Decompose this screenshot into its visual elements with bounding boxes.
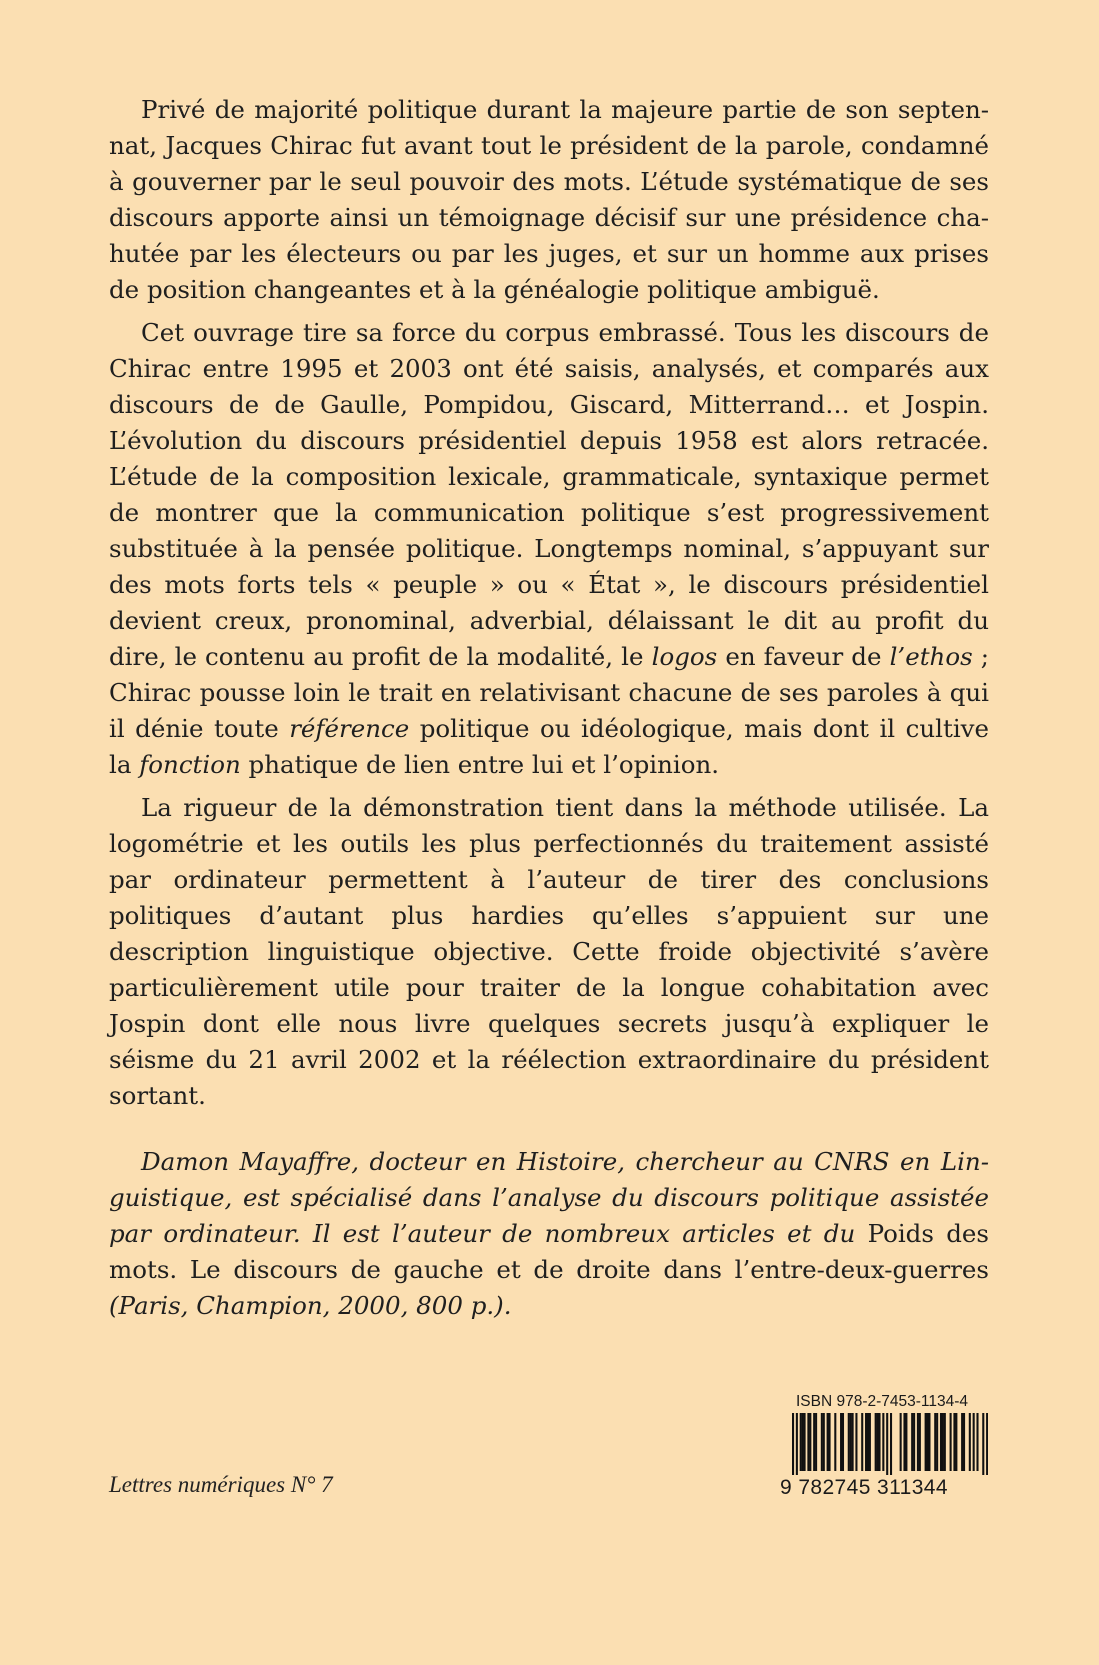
barcode-bar	[917, 1413, 919, 1471]
barcode-bar	[867, 1413, 869, 1471]
barcode-bar	[953, 1413, 955, 1471]
barcode-bar	[986, 1413, 988, 1475]
barcode-bar	[940, 1413, 942, 1471]
barcode-bar	[800, 1413, 802, 1471]
text-run: politique ou idéologique, mais dont il cultive la	[109, 714, 989, 779]
barcode-bar	[969, 1413, 971, 1471]
barcode-bar	[911, 1413, 913, 1471]
barcode-bar	[925, 1413, 927, 1471]
barcode-bar	[905, 1413, 907, 1471]
barcode-bar	[796, 1413, 798, 1475]
text-run: ; Chirac pousse loin le trait en relativisant chacune de ses paroles à qui il dénie toute	[109, 642, 990, 743]
barcode-bar	[963, 1413, 965, 1471]
summary-paragraph	[109, 315, 989, 783]
barcode-bar	[903, 1413, 905, 1471]
text-run: Damon Mayaffre, docteur en Histoire, chercheur au CNRS en Linguistique, est spécialisé dans l’analyse du discours politique assistée par ordinateur. Il est l’auteur de nombreux articles et du	[109, 1147, 989, 1248]
barcode-bar	[927, 1413, 929, 1471]
text-run: phatique de lien entre lui et l’opinion.	[240, 750, 720, 779]
barcode-bar	[821, 1413, 823, 1471]
isbn-label: ISBN 978-2-7453-1134-4	[796, 1393, 969, 1410]
barcode-bar	[850, 1413, 852, 1471]
barcode-bar	[875, 1413, 877, 1471]
author-biography	[109, 1144, 989, 1324]
text-run: Privé de majorité politique durant la majeure partie de son septennat, Jacques Chirac fut avant tout le président de la parole, condamné à gouverner par le seul pouvoir des mots. L’étude systématique de ses discours apporte ainsi un témoignage décisif sur une présidence chahutée par les électeurs ou par les juges, et sur un homme aux prises de position changeantes et à la généalogie politique ambiguë.	[109, 95, 989, 304]
barcode-bar	[827, 1413, 829, 1471]
barcode-bar	[792, 1413, 794, 1475]
barcode-bar	[848, 1413, 850, 1471]
barcode-bar	[955, 1413, 957, 1471]
barcode-bar	[934, 1413, 936, 1471]
barcode-bar	[982, 1413, 984, 1475]
barcode-bar	[802, 1413, 804, 1471]
barcode-digits: 9 782745 311344	[780, 1476, 948, 1499]
barcode-bar	[861, 1413, 863, 1471]
barcode-bar	[913, 1413, 915, 1471]
barcode-bar	[807, 1413, 809, 1471]
text-run: (Paris, Champion, 2000, 800 p.).	[109, 1291, 512, 1320]
text-run: fonction	[139, 750, 241, 779]
barcode-bar	[886, 1413, 888, 1475]
text-run: référence	[289, 714, 410, 743]
barcode-bar	[877, 1413, 879, 1471]
back-cover-text	[109, 92, 989, 1324]
text-run: logos	[651, 642, 718, 671]
barcode-bar	[852, 1413, 854, 1471]
summary-paragraph	[109, 790, 989, 1114]
barcode-bar	[815, 1413, 817, 1471]
barcode-bar	[829, 1413, 831, 1471]
text-run: en faveur de	[717, 642, 890, 671]
text-run: Cet ouvrage tire sa force du corpus embrassé. Tous les discours de Chirac entre 1995 et 2003 ont été saisis, analysés, et comparés aux discours de de Gaulle, Pompidou, Giscard, Mitterrand… et Jospin. L’évolution du discours présidentiel depuis 1958 est alors retracée. L’étude de la composition lexicale, grammaticale, syntaxique permet de montrer que la communication politique s’est progressivement substituée à la pensée politique. Longtemps nominal, s’appuyant sur des mots forts tels « peuple » ou « État », le discours présidentiel devient creux, pronominal, adverbial, délaissant le dit au profit du dire, le contenu au profit de la modalité, le	[109, 318, 989, 671]
barcode-bar	[900, 1413, 902, 1471]
barcode-bar	[869, 1413, 871, 1471]
barcode-bar	[840, 1413, 842, 1471]
barcode-image	[792, 1413, 988, 1475]
barcode-bar	[809, 1413, 811, 1471]
barcode-bar	[813, 1413, 815, 1471]
barcode-bar	[976, 1413, 978, 1471]
barcode-bar	[936, 1413, 938, 1471]
text-run: Poids des mots. Le discours de gauche et de droite dans l’entre-deux-guerres	[109, 1219, 989, 1284]
summary-paragraph	[109, 92, 989, 308]
barcode-bar	[944, 1413, 946, 1471]
barcode-bar	[855, 1413, 857, 1471]
text-run: l’ethos	[889, 642, 973, 671]
summary-paragraphs	[109, 92, 989, 1114]
barcode-bar	[882, 1413, 884, 1471]
barcode-bar	[942, 1413, 944, 1471]
barcode-bar	[823, 1413, 825, 1471]
barcode-bar	[950, 1413, 952, 1471]
barcode-bar	[865, 1413, 867, 1471]
barcode-bar	[804, 1413, 806, 1471]
barcode-bar	[961, 1413, 963, 1471]
barcode-bar	[878, 1413, 880, 1471]
series-label: Lettres numériques N° 7	[109, 1472, 333, 1497]
isbn-barcode-block	[780, 1393, 990, 1503]
text-run: La rigueur de la démonstration tient dans la méthode utilisée. La logométrie et les outils les plus perfectionnés du traitement assisté par ordinateur permettent à l’auteur de tirer des conclusions politiques d’autant plus hardies qu’elles s’appuient sur une description linguistique objective. Cette froide objectivité s’avère particulièrement utile pour traiter de la longue cohabitation avec Jospin dont elle nous livre quelques secrets jusqu’à expliquer le séisme du 21 avril 2002 et la réélection extraordinaire du président sortant.	[109, 793, 989, 1110]
barcode-bar	[890, 1413, 892, 1475]
barcode-bar	[842, 1413, 844, 1471]
barcode-bar	[834, 1413, 836, 1471]
barcode-bar	[928, 1413, 930, 1471]
barcode-bar	[973, 1413, 975, 1471]
barcode-bar	[919, 1413, 921, 1471]
